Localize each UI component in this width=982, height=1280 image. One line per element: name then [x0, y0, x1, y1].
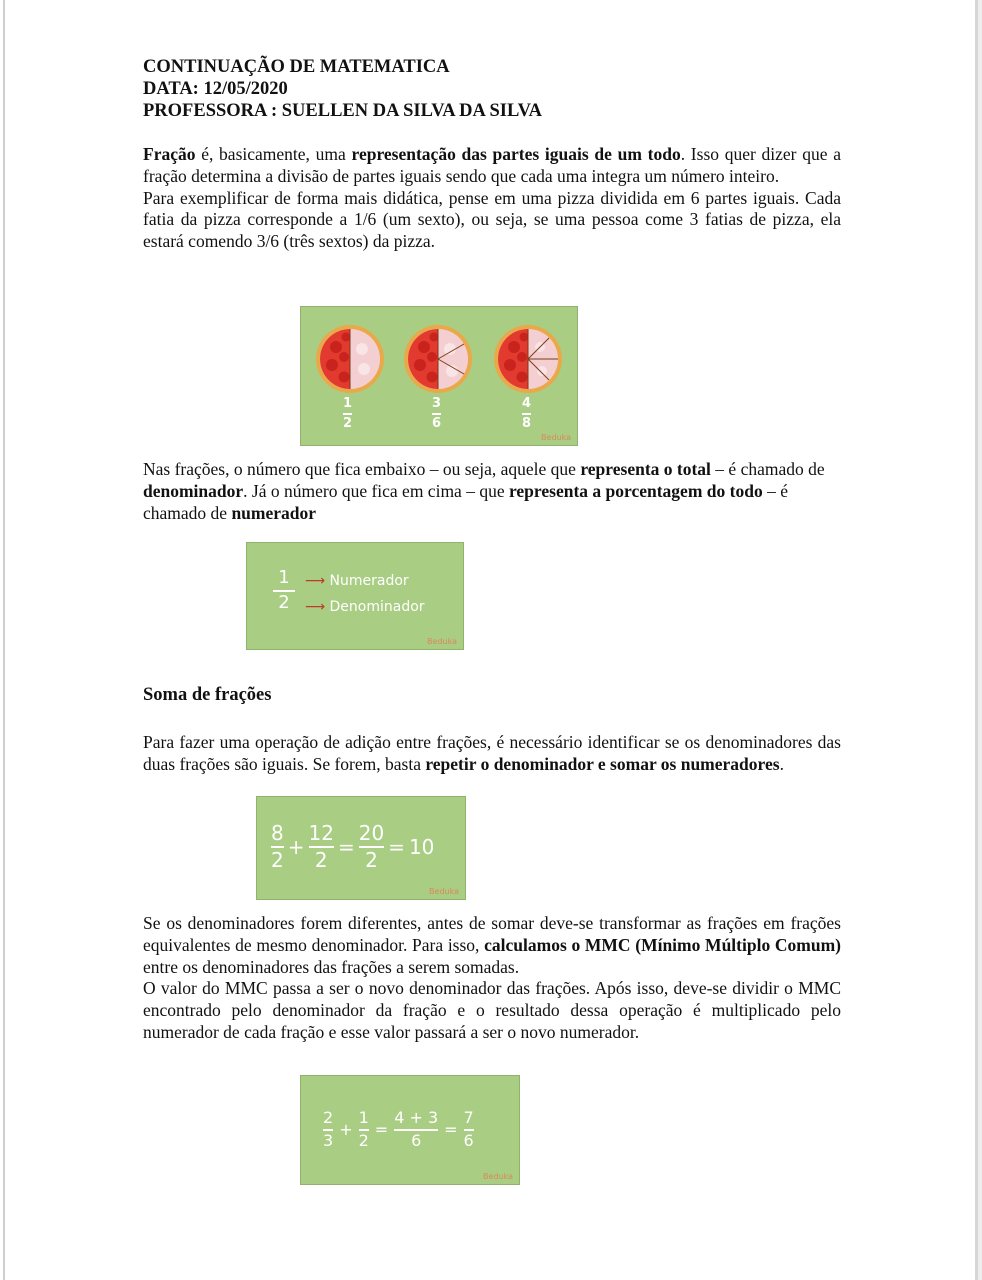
sum-text: . [779, 753, 784, 774]
fraction-denominator: 2 [358, 1130, 369, 1150]
page-edge-left [3, 0, 5, 1280]
fraction-denominator: 2 [365, 848, 378, 872]
parts-text-block [143, 459, 841, 524]
parts-paragraph [143, 459, 841, 524]
fraction-numerator: 2 [323, 1108, 334, 1127]
fraction-denominator: 3 [323, 1130, 334, 1150]
arrow-right-icon: ⟶ [305, 573, 326, 589]
header-date: DATA: 12/05/2020 [143, 79, 288, 99]
intro-paragraph-2: Para exemplificar de forma mais didática, pense em uma pizza dividida em 6 partes iguais. Cada fatia da pizza corresponde a 1/6 (um sexto), ou seja, se uma pessoa come 3 fatias de pizza, ela estará comendo 3/6 (três sextos) da pizza. [143, 187, 841, 252]
arrow-right-icon: ⟶ [305, 599, 326, 615]
fraction-denominator: 2 [271, 848, 284, 872]
fraction-label-3 [522, 397, 538, 430]
sum-section-title: Soma de frações [143, 685, 272, 705]
fraction-numerator: 1 [343, 396, 353, 411]
sum-section [143, 684, 841, 776]
fraction-numerator: 8 [271, 821, 284, 845]
page-edge-shadow [978, 0, 982, 1280]
fraction-parts-figure [246, 542, 464, 650]
parts-text: – é chamado de [143, 480, 788, 523]
term-numerador: numerador [231, 502, 317, 523]
result-value: 10 [408, 835, 435, 859]
fraction-numerator: 20 [358, 821, 385, 845]
intro-paragraph-1 [143, 144, 841, 188]
equals-sign: = [374, 1120, 389, 1140]
diff-denominators-block [143, 913, 841, 1044]
fraction-denominator: 6 [463, 1130, 474, 1150]
parts-fraction [273, 569, 295, 613]
pizza-figure [300, 306, 578, 446]
pizza-eighths [494, 325, 562, 393]
sum-paragraph [143, 732, 841, 776]
fraction-numerator: 1 [278, 567, 290, 588]
document-content [143, 56, 841, 253]
fraction-numerator: 1 [358, 1108, 369, 1127]
sum-figure-different-denominators [300, 1075, 520, 1185]
plus-sign: + [287, 835, 305, 859]
plus-sign: + [339, 1120, 353, 1140]
fraction-numerator: 7 [463, 1108, 474, 1127]
denominator-row [305, 599, 425, 615]
fraction-numerator: 4 + 3 [394, 1108, 439, 1127]
pizza-half [316, 325, 384, 393]
fraction-numerator: 3 [432, 396, 442, 411]
fraction-numerator: 12 [308, 821, 334, 845]
term-total: representa o total [580, 459, 711, 479]
term-porcentagem: representa a porcentagem do todo [508, 480, 763, 501]
fraction-denominator: 6 [411, 1130, 422, 1150]
pizza-sixths [404, 325, 472, 393]
fraction-label-2 [432, 397, 448, 430]
sum-text: Para fazer uma operação de adição entre frações, é necessário identificar se os denominadores das duas frações são iguais. Se forem, basta [143, 732, 841, 774]
fraction-numerator: 4 [522, 396, 532, 411]
diff-text: entre os denominadores das frações a serem somadas. [143, 956, 520, 977]
beduka-logo: Beduka [429, 887, 459, 896]
parts-text: . Já o número que fica em cima – que [243, 480, 509, 501]
numerator-label: Numerador [329, 573, 409, 589]
sum-equation-2 [323, 1110, 474, 1150]
equals-sign: = [388, 835, 405, 859]
header-title: CONTINUAÇÃO DE MATEMATICA [143, 57, 450, 77]
intro-text: é, basicamente, uma [195, 144, 352, 164]
equals-sign: = [444, 1120, 458, 1140]
header-teacher: PROFESSORA : SUELLEN DA SILVA DA SILVA [143, 101, 542, 121]
fraction-denominator: 2 [278, 591, 290, 613]
equals-sign: = [337, 835, 355, 859]
fraction-denominator: 2 [343, 415, 353, 431]
term-representacao: representação das partes iguais de um todo [351, 144, 681, 164]
term-denominador: denominador [143, 480, 244, 501]
document-header [143, 56, 841, 122]
diff-paragraph-1 [143, 913, 841, 978]
sum-equation-1 [271, 823, 434, 871]
term-repetir: repetir o denominador e somar os numeradores [425, 753, 780, 774]
diff-text: Se os denominadores forem diferentes, antes de somar deve-se transformar as frações em frações equivalentes de mesmo denominador. Para isso, [143, 913, 841, 955]
fraction-denominator: 8 [522, 415, 532, 431]
fraction-label-1 [343, 397, 359, 430]
numerator-row [305, 573, 409, 589]
parts-text: – é chamado de [710, 459, 825, 479]
beduka-logo: Beduka [483, 1172, 513, 1181]
fraction-denominator: 2 [314, 848, 328, 872]
intro-text: . Isso quer dizer que a fração determina a divisão de partes iguais sendo que cada uma integra um número inteiro. [143, 144, 841, 186]
beduka-logo: Beduka [541, 433, 571, 442]
diff-paragraph-2: O valor do MMC passa a ser o novo denominador das frações. Após isso, deve-se dividir o MMC encontrado pelo denominador da fração e o resultado dessa operação é multiplicado pelo numerador de cada fração e esse valor passará a ser o novo numerador. [143, 978, 841, 1042]
sum-figure-equal-denominators [256, 796, 466, 900]
term-fracao: Fração [143, 144, 196, 164]
beduka-logo: Beduka [427, 637, 457, 646]
term-mmc: calculamos o MMC (Mínimo Múltiplo Comum) [484, 934, 842, 955]
fraction-denominator: 6 [432, 415, 442, 431]
denominator-label: Denominador [329, 599, 425, 615]
parts-text: Nas frações, o número que fica embaixo – ou seja, aquele que [143, 459, 581, 479]
